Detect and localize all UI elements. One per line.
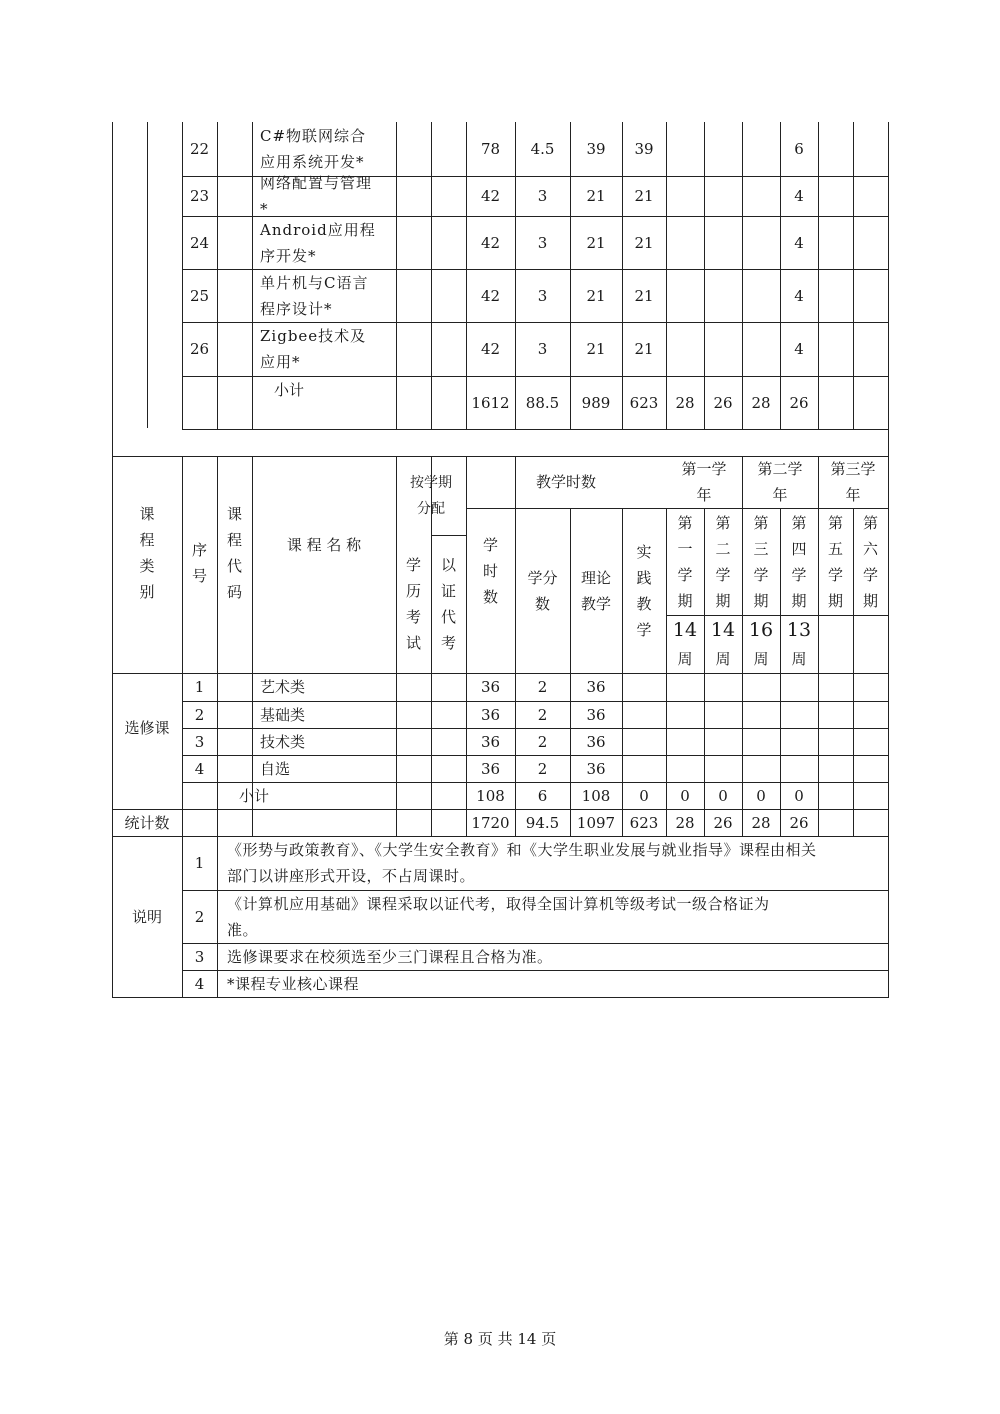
theory-header: 理论教学	[580, 568, 611, 613]
week-unit: 周	[753, 650, 769, 668]
hours-cell: 1720	[471, 813, 510, 832]
sem3-cell	[742, 122, 780, 176]
course-name	[252, 216, 396, 269]
practice-cell: 21	[634, 187, 654, 205]
sem1-cell	[666, 176, 704, 216]
credits-cell: 4.5	[530, 140, 555, 158]
grid-line	[112, 997, 889, 998]
exam-header: 学 历 考 试	[405, 556, 421, 652]
credits-cell: 94.5	[525, 813, 560, 832]
credits-cell: 2	[537, 678, 548, 696]
credits-header: 学分数	[527, 568, 558, 613]
hours-cell: 78	[480, 140, 501, 158]
sem2-cell	[704, 176, 742, 216]
sem1-cell	[666, 122, 704, 176]
theory-cell: 21	[586, 286, 606, 305]
note-line1: 选修课要求在校须选至少三门课程且合格为准。	[227, 947, 553, 966]
s1-cell: 0	[680, 786, 690, 805]
course-name-text: Zigbee技术及应用*	[260, 327, 367, 371]
row-number: 1	[194, 678, 205, 696]
category-header: 课 程 类 别	[139, 505, 155, 601]
number-header: 序 号	[191, 541, 207, 585]
hours-cell: 42	[480, 187, 501, 205]
credits-cell: 88.5	[525, 393, 560, 412]
hours-cell: 36	[480, 705, 501, 724]
course-name-text: Android应用程序开发*	[260, 220, 376, 265]
grid-line	[818, 122, 819, 429]
sem3-cell: 28	[751, 393, 771, 412]
sem2-cell	[704, 322, 742, 376]
theory-cell: 21	[586, 340, 606, 358]
exam-allocation-header: 按学期分配	[410, 474, 452, 517]
credits-cell: 2	[537, 732, 548, 751]
course-name: 基础类	[260, 705, 306, 724]
sem2-cell	[704, 216, 742, 269]
year2-header: 第二学年	[757, 460, 803, 504]
practice-cell: 21	[634, 233, 654, 252]
row-number: 4	[194, 759, 205, 778]
grid-line	[112, 122, 113, 456]
sem3-cell	[742, 216, 780, 269]
note-line1: *课程专业核心课程	[227, 974, 360, 993]
note-line2: 部门以讲座形式开设，不占周课时。	[227, 867, 476, 885]
sem3-cell	[742, 176, 780, 216]
sem2-cell	[704, 122, 742, 176]
notes-label: 说明	[131, 907, 162, 926]
note-text	[217, 890, 888, 943]
grid-line	[888, 122, 889, 997]
course-name	[252, 322, 396, 376]
theory-cell: 39	[586, 140, 606, 158]
sem1-cell	[666, 269, 704, 322]
row-number: 2	[194, 705, 205, 724]
grid-line	[431, 122, 432, 429]
credits-cell: 6	[537, 786, 548, 805]
sem1-cell	[666, 216, 704, 269]
subtotal-label: 小计	[238, 786, 269, 805]
note-number: 1	[194, 854, 205, 872]
practice-cell: 623	[629, 393, 659, 412]
note-number: 4	[194, 974, 205, 993]
credits-cell: 2	[537, 759, 548, 778]
sem3-cell	[742, 322, 780, 376]
weeks-1: 14	[672, 619, 698, 641]
teaching-hours-header: 教学时数	[535, 473, 596, 491]
course-name: 技术类	[260, 732, 306, 751]
sem4-cell: 26	[789, 393, 809, 412]
sem2-cell	[704, 269, 742, 322]
practice-cell: 623	[629, 813, 659, 832]
course-name-header: 课 程 名 称	[286, 535, 362, 554]
s4-cell: 26	[789, 813, 809, 832]
s3-cell: 0	[756, 786, 766, 805]
sem3-cell	[742, 269, 780, 322]
elective-label: 选修课	[124, 718, 170, 737]
sem1-cell: 28	[675, 393, 695, 412]
course-name	[252, 269, 396, 322]
theory-cell: 36	[586, 732, 606, 751]
sem4-header: 第 四 学 期	[791, 513, 807, 610]
practice-cell: 21	[634, 286, 654, 305]
grid-line	[396, 122, 397, 429]
credits-cell: 3	[537, 187, 548, 205]
practice-cell: 39	[634, 140, 654, 158]
course-name-text: C#物联网综合应用系统开发*	[260, 127, 367, 171]
sem4-cell: 4	[794, 340, 804, 358]
week-unit: 周	[715, 650, 731, 668]
note-text	[217, 970, 888, 997]
hours-cell: 1612	[471, 393, 510, 412]
s2-cell: 0	[718, 786, 728, 805]
hours-cell: 108	[476, 786, 505, 805]
theory-cell: 108	[581, 786, 611, 805]
note-line2: 准。	[227, 920, 259, 939]
s4-cell: 0	[794, 786, 804, 805]
row-number: 24	[189, 233, 210, 252]
sem6-header: 第 六 学 期	[862, 513, 878, 610]
credits-cell: 3	[537, 340, 548, 358]
hours-cell: 36	[480, 759, 501, 778]
note-line1: 《形势与政策教育》、《大学生安全教育》和《大学生职业发展与就业指导》课程由相关	[227, 841, 817, 859]
grid-line	[182, 429, 889, 430]
credits-cell: 3	[537, 233, 548, 252]
page-footer: 第 8 页 共 14 页	[443, 1330, 557, 1348]
year3-header: 第三学年	[830, 460, 876, 504]
code-header: 课 程 代 码	[226, 505, 242, 601]
credits-cell: 3	[537, 286, 548, 305]
weeks-4: 13	[786, 619, 812, 641]
theory-cell: 21	[586, 233, 606, 252]
row-number: 26	[189, 340, 210, 358]
sem1-cell	[666, 322, 704, 376]
sem4-cell: 4	[794, 286, 804, 305]
sem1-header: 第 一 学 期	[677, 513, 693, 610]
weeks-2: 14	[710, 619, 736, 641]
grid-line	[147, 122, 148, 428]
hours-cell: 36	[480, 678, 501, 696]
theory-cell: 36	[586, 705, 606, 724]
year1-header: 第一学年	[681, 460, 727, 504]
hours-cell: 36	[480, 732, 501, 751]
practice-cell: 21	[634, 340, 654, 358]
row-number: 22	[189, 140, 210, 158]
course-name-text: 单片机与C语言程序设计*	[260, 273, 369, 318]
note-number: 2	[194, 907, 205, 926]
note-text	[217, 836, 888, 890]
subtotal-label: 小计	[273, 380, 304, 399]
sem5-header: 第 五 学 期	[827, 513, 843, 610]
course-name: 艺术类	[260, 678, 306, 696]
row-number: 3	[194, 732, 205, 751]
note-number: 3	[194, 947, 205, 966]
practice-cell: 0	[639, 786, 649, 805]
row-number: 23	[189, 187, 210, 205]
hours-cell: 42	[480, 233, 501, 252]
note-text	[217, 943, 888, 970]
course-name	[252, 176, 396, 216]
weeks-3: 16	[748, 619, 774, 641]
s1-cell: 28	[675, 813, 695, 832]
grid-line	[853, 122, 854, 429]
theory-cell: 989	[581, 393, 611, 412]
s2-cell: 26	[713, 813, 733, 832]
theory-cell: 21	[586, 187, 606, 205]
sem3-header: 第 三 学 期	[753, 513, 769, 610]
theory-cell: 36	[586, 759, 606, 778]
hours-cell: 42	[480, 340, 501, 358]
week-unit: 周	[677, 650, 693, 668]
sem2-header: 第 二 学 期	[715, 513, 731, 610]
s3-cell: 28	[751, 813, 771, 832]
course-name-text: 网络配置与管理*	[260, 174, 373, 218]
theory-cell: 36	[586, 678, 606, 696]
row-number: 25	[189, 286, 210, 305]
theory-cell: 1097	[576, 813, 616, 832]
sem4-cell: 4	[794, 187, 804, 205]
total-label: 统计数	[124, 813, 170, 832]
practice-header: 实 践 教 学	[636, 542, 652, 639]
hours-header: 学 时 数	[482, 535, 498, 606]
sem2-cell: 26	[713, 393, 733, 412]
hours-cell: 42	[480, 286, 501, 305]
course-name	[252, 122, 396, 176]
credits-cell: 2	[537, 705, 548, 724]
week-unit: 周	[791, 650, 807, 668]
sem4-cell: 4	[794, 233, 804, 252]
sem4-cell: 6	[794, 140, 804, 158]
note-line1: 《计算机应用基础》课程采取以证代考，取得全国计算机等级考试一级合格证为	[227, 894, 770, 913]
course-name: 自选	[260, 759, 291, 778]
cert-exam-header: 以 证 代 考	[440, 556, 456, 652]
